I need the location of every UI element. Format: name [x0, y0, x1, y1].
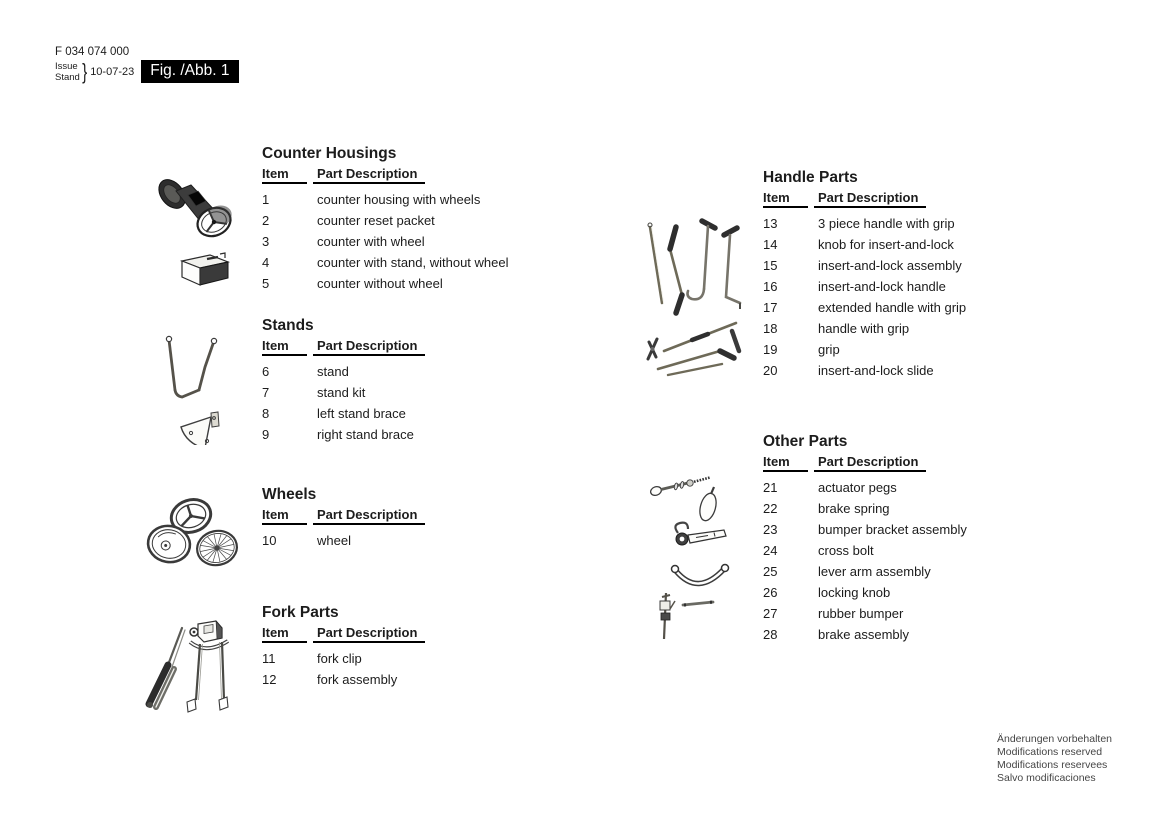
legal-line: Änderungen vorbehalten [997, 733, 1113, 745]
table-body [262, 648, 547, 690]
table-body [262, 361, 547, 445]
item-number: 17 [763, 300, 778, 315]
part-description: lever arm assembly [818, 564, 931, 579]
item-number: 25 [763, 564, 778, 579]
column-item: Item [262, 507, 307, 525]
part-description: bumper bracket assembly [818, 522, 967, 537]
section-title: Wheels [262, 486, 317, 503]
section-title: Counter Housings [262, 145, 397, 162]
table-row [262, 382, 547, 403]
part-description: actuator pegs [818, 480, 897, 495]
table-row [763, 297, 1048, 318]
item-number: 15 [763, 258, 778, 273]
table-row [262, 273, 547, 294]
part-description: counter reset packet [317, 213, 435, 228]
table-row [763, 582, 1048, 603]
table-row [763, 339, 1048, 360]
table-row [763, 519, 1048, 540]
part-description: counter housing with wheels [317, 192, 481, 207]
table-row [262, 669, 547, 690]
table-row [262, 210, 547, 231]
column-item: Item [262, 338, 307, 356]
handle-parts-drawing [640, 211, 742, 379]
item-number: 6 [262, 364, 270, 379]
item-number: 27 [763, 606, 778, 621]
table-header [763, 454, 1048, 472]
part-description: cross bolt [818, 543, 874, 558]
table-row [763, 498, 1048, 519]
section-handle-parts [763, 170, 1048, 381]
part-description: stand [317, 364, 349, 379]
section-title: Handle Parts [763, 169, 858, 186]
part-description: fork clip [317, 651, 362, 666]
section-title: Other Parts [763, 433, 848, 450]
issue-date: 10-07-23 [90, 65, 135, 78]
section-other-parts [763, 434, 1048, 645]
item-number: 4 [262, 255, 270, 270]
part-description: insert-and-lock handle [818, 279, 946, 294]
item-number: 11 [262, 651, 276, 666]
section-wheels [262, 487, 547, 551]
column-part-description: Part Description [313, 625, 425, 643]
item-number: 13 [763, 216, 778, 231]
table-row [763, 477, 1048, 498]
item-number: 20 [763, 363, 778, 378]
table-row [763, 540, 1048, 561]
table-body [763, 213, 1048, 381]
table-header [763, 190, 1048, 208]
item-number: 1 [262, 192, 270, 207]
item-number: 5 [262, 276, 270, 291]
item-number: 9 [262, 427, 270, 442]
table-row [763, 234, 1048, 255]
item-number: 21 [763, 480, 778, 495]
item-number: 22 [763, 501, 778, 516]
table-row [262, 361, 547, 382]
section-counter-housings [262, 146, 547, 294]
column-part-description: Part Description [313, 166, 425, 184]
part-description: brake assembly [818, 627, 910, 642]
table-row [262, 530, 547, 551]
table-row [262, 231, 547, 252]
section-title: Stands [262, 317, 314, 334]
part-description: 3 piece handle with grip [818, 216, 955, 231]
legal-notes [997, 733, 1112, 785]
counter-housing-drawing [150, 166, 250, 294]
table-body [262, 189, 547, 294]
item-number: 16 [763, 279, 778, 294]
part-description: counter without wheel [317, 276, 443, 291]
item-number: 3 [262, 234, 270, 249]
part-description: grip [818, 342, 840, 357]
stand-drawing [157, 333, 237, 445]
part-description: fork assembly [317, 672, 398, 687]
fork-parts-drawing [134, 612, 240, 718]
item-number: 7 [262, 385, 270, 400]
column-part-description: Part Description [814, 190, 926, 208]
issue-stand-labels [55, 61, 80, 83]
table-row [262, 424, 547, 445]
table-row [763, 213, 1048, 234]
table-header [262, 338, 547, 356]
issue-row [55, 60, 239, 83]
legal-line: Modifications reservees [997, 759, 1108, 771]
item-number: 8 [262, 406, 270, 421]
part-description: rubber bumper [818, 606, 904, 621]
column-item: Item [763, 454, 808, 472]
item-number: 26 [763, 585, 778, 600]
table-row [763, 276, 1048, 297]
table-row [763, 603, 1048, 624]
table-body [262, 530, 547, 551]
item-number: 2 [262, 213, 270, 228]
column-item: Item [763, 190, 808, 208]
part-description: locking knob [818, 585, 891, 600]
table-row [763, 360, 1048, 381]
section-title: Fork Parts [262, 604, 339, 621]
column-part-description: Part Description [313, 338, 425, 356]
column-item: Item [262, 625, 307, 643]
wheels-drawing [139, 492, 241, 576]
table-row [262, 403, 547, 424]
figure-label: Fig. /Abb. 1 [141, 60, 238, 83]
part-description: counter with stand, without wheel [317, 255, 509, 270]
legal-line: Modifications reserved [997, 746, 1103, 758]
part-description: insert-and-lock assembly [818, 258, 962, 273]
table-row [763, 624, 1048, 645]
section-fork-parts [262, 605, 547, 690]
part-description: counter with wheel [317, 234, 425, 249]
item-number: 18 [763, 321, 778, 336]
part-description: brake spring [818, 501, 890, 516]
part-description: wheel [317, 533, 351, 548]
part-description: stand kit [317, 385, 366, 400]
item-number: 14 [763, 237, 778, 252]
table-body [763, 477, 1048, 645]
other-parts-drawing [648, 469, 734, 649]
table-header [262, 507, 547, 525]
stand-label: Stand [55, 71, 80, 83]
item-number: 24 [763, 543, 778, 558]
document-number: F 034 074 000 [55, 46, 130, 58]
table-row [262, 252, 547, 273]
column-part-description: Part Description [313, 507, 425, 525]
part-description: extended handle with grip [818, 300, 967, 315]
item-number: 10 [262, 533, 277, 548]
part-description: insert-and-lock slide [818, 363, 934, 378]
column-item: Item [262, 166, 307, 184]
table-row [763, 255, 1048, 276]
issue-label: Issue [55, 60, 78, 72]
part-description: handle with grip [818, 321, 910, 336]
part-description: knob for insert-and-lock [818, 237, 954, 252]
table-row [262, 189, 547, 210]
column-part-description: Part Description [814, 454, 926, 472]
table-header [262, 625, 547, 643]
brace-glyph: } [81, 58, 88, 84]
item-number: 19 [763, 342, 778, 357]
item-number: 28 [763, 627, 778, 642]
table-row [763, 318, 1048, 339]
item-number: 12 [262, 672, 277, 687]
part-description: right stand brace [317, 427, 414, 442]
table-row [262, 648, 547, 669]
part-description: left stand brace [317, 406, 406, 421]
table-row [763, 561, 1048, 582]
legal-line: Salvo modificaciones [997, 772, 1096, 784]
table-header [262, 166, 547, 184]
section-stands [262, 318, 547, 445]
item-number: 23 [763, 522, 778, 537]
